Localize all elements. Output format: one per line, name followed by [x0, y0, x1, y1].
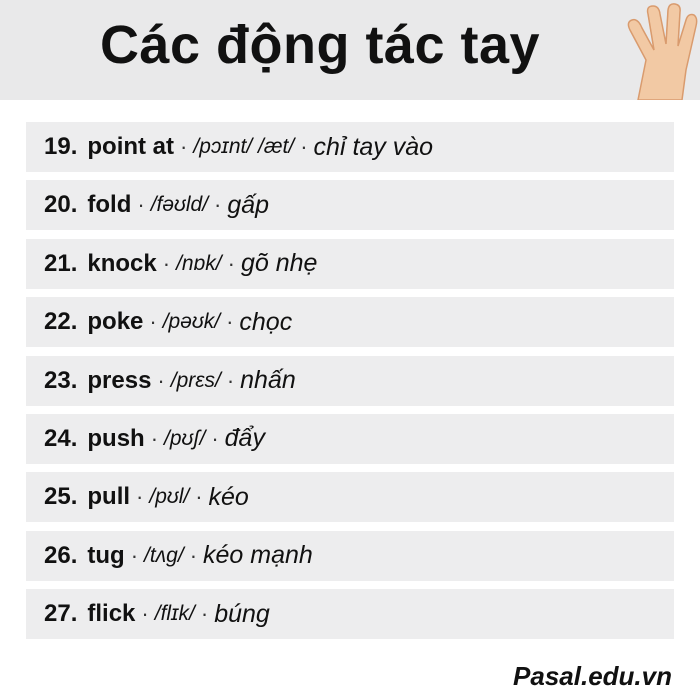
item-number: 25. [44, 483, 78, 511]
vocabulary-list [26, 122, 674, 648]
item-meaning: kéo mạnh [203, 541, 313, 570]
item-meaning: búng [214, 599, 270, 628]
item-meaning: đẩy [224, 424, 265, 453]
item-separator: · [180, 134, 188, 159]
item-ipa: /tʌg/ [144, 543, 184, 567]
item-separator: · [136, 484, 144, 510]
item-separator: · [149, 309, 157, 335]
list-item [26, 297, 674, 347]
item-number: 24. [44, 424, 78, 452]
item-word: pull [87, 483, 131, 511]
item-separator: · [150, 425, 159, 451]
list-item [26, 356, 674, 406]
item-ipa: /pɔɪnt/ /æt/ [193, 135, 295, 158]
clapping-hands-icon [608, 0, 698, 100]
item-separator: · [214, 192, 222, 218]
item-meaning: chọc [239, 307, 293, 336]
item-meaning: gõ nhẹ [240, 249, 318, 278]
header-banner [0, 0, 700, 100]
item-separator: · [137, 192, 145, 218]
footer-watermark: Pasal.edu.vn [513, 661, 672, 691]
item-number: 26. [44, 541, 78, 569]
item-separator: · [226, 367, 235, 393]
item-separator: · [227, 250, 235, 276]
list-item [26, 122, 674, 172]
item-separator: · [200, 601, 209, 627]
list-item [26, 239, 674, 289]
item-word: flick [87, 600, 136, 628]
item-meaning: chỉ tay vào [313, 132, 434, 161]
item-number: 23. [44, 366, 78, 394]
list-item [26, 531, 674, 581]
item-meaning: kéo [208, 482, 249, 511]
item-separator: · [162, 250, 171, 276]
list-item [26, 472, 674, 522]
item-separator: · [141, 601, 149, 627]
item-number: 21. [44, 249, 78, 277]
item-word: tug [87, 541, 125, 569]
item-word: push [87, 424, 145, 452]
item-separator: · [130, 542, 139, 568]
item-word: press [87, 366, 152, 394]
item-number: 22. [44, 308, 78, 336]
item-separator: · [226, 309, 234, 335]
item-ipa: /nɒk/ [176, 251, 222, 275]
item-separator: · [157, 367, 165, 393]
item-meaning: gấp [227, 190, 270, 219]
item-number: 27. [44, 600, 78, 628]
item-ipa: /pʊʃ/ [164, 426, 206, 450]
page-title: Các động tác tay [99, 15, 541, 75]
list-item [26, 589, 674, 639]
item-word: knock [87, 249, 157, 277]
item-separator: · [211, 425, 219, 451]
item-ipa: /pʊl/ [149, 485, 190, 509]
item-number: 19. [44, 133, 78, 160]
item-word: poke [87, 308, 144, 336]
item-separator: · [189, 542, 198, 568]
item-separator: · [300, 134, 308, 159]
item-ipa: /flɪk/ [154, 602, 195, 626]
list-item [26, 180, 674, 230]
item-ipa: /fəʊld/ [150, 193, 209, 217]
item-ipa: /prɛs/ [170, 368, 221, 392]
item-word: fold [87, 191, 132, 219]
item-separator: · [195, 484, 203, 510]
item-number: 20. [44, 191, 78, 219]
list-item [26, 414, 674, 464]
item-meaning: nhấn [240, 366, 296, 395]
item-word: point at [87, 133, 175, 160]
item-ipa: /pəʊk/ [162, 310, 221, 334]
